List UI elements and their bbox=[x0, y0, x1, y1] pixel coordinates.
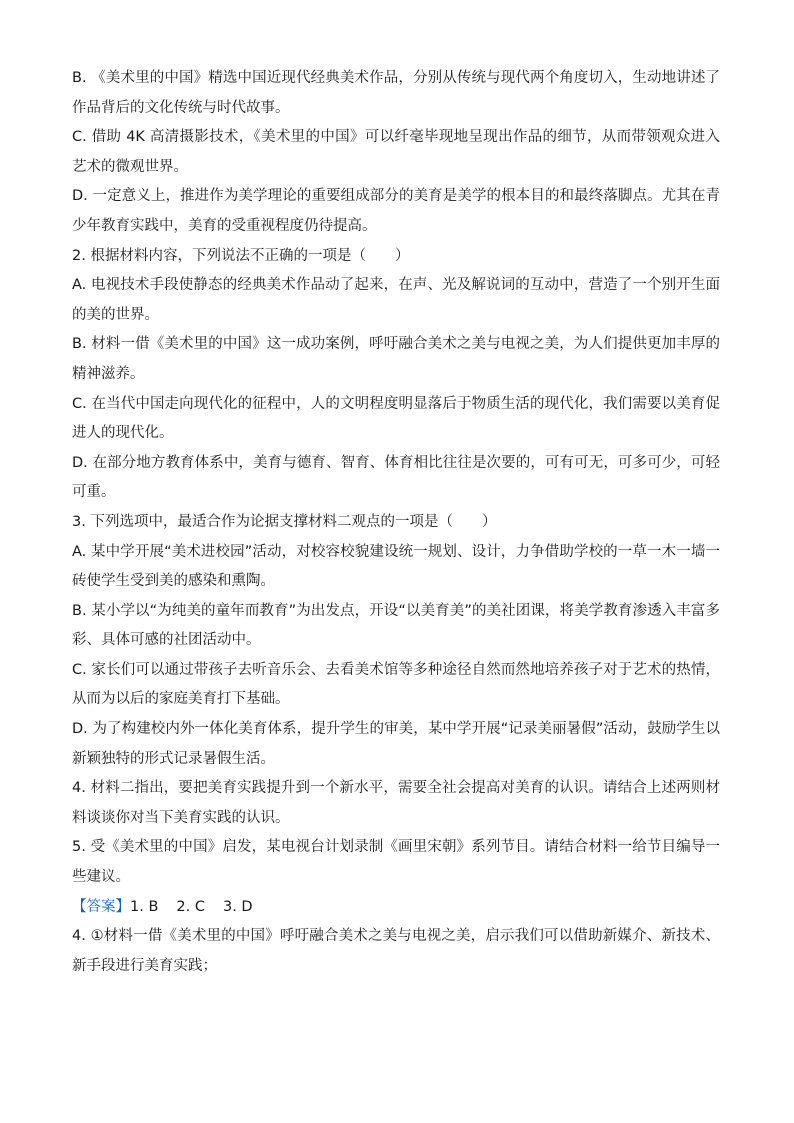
question-3: 3. 下列选项中，最适合作为论据支撑材料二观点的一项是（ ） bbox=[72, 513, 497, 530]
answer-item-3: 3. D bbox=[222, 898, 253, 915]
q3-option-d: D. 为了构建校内外一体化美育体系，提升学生的审美，某中学开展“记录美丽暑假”活动，鼓励学生以新颖独特的形式记录暑假生活。 bbox=[72, 721, 720, 767]
option-c-paragraph: C. 借助 4K 高清摄影技术，《美术里的中国》可以纤毫毕现地呈现出作品的细节，从而带领观众进入艺术的微观世界。 bbox=[72, 129, 720, 175]
q2-option-c: C. 在当代中国走向现代化的征程中，人的文明程度明显落后于物质生活的现代化，我们需要以美育促进人的现代化。 bbox=[72, 395, 720, 442]
option-d-paragraph: D. 一定意义上，推进作为美学理论的重要组成部分的美育是美学的根本目的和最终落脚点。尤其在青少年教育实践中，美育的受重视程度仍待提高。 bbox=[72, 188, 720, 234]
q3-option-b: B. 某小学以“为纯美的童年而教育”为出发点，开设“以美育美”的美社团课，将美学教育渗透入丰富多彩、具体可感的社团活动中。 bbox=[72, 602, 720, 649]
document-body bbox=[72, 64, 720, 981]
q2-option-a: A. 电视技术手段使静态的经典美术作品动了起来，在声、光及解说词的互动中，营造了一个别开生面的美的世界。 bbox=[72, 277, 720, 323]
question-5: 5. 受《美术里的中国》启发，某电视台计划录制《画里宋朝》系列节目。请结合材料一给节目编导一些建议。 bbox=[72, 839, 720, 886]
question-2: 2. 根据材料内容，下列说法不正确的一项是（ ） bbox=[72, 247, 410, 264]
question-4: 4. 材料二指出，要把美育实践提升到一个新水平，需要全社会提高对美育的认识。请结合上述两则材料谈谈你对当下美育实践的认识。 bbox=[72, 780, 720, 826]
answer-4-paragraph: 4. ①材料一借《美术里的中国》呼吁融合美术之美与电视之美，启示我们可以借助新媒介、新技术、新手段进行美育实践； bbox=[72, 928, 720, 974]
answer-line bbox=[72, 893, 720, 923]
option-b-paragraph: B. 《美术里的中国》精选中国近现代经典美术作品，分别从传统与现代两个角度切入，生动地讲述了作品背后的文化传统与时代故事。 bbox=[72, 70, 720, 116]
answer-tag: 【答案】 bbox=[72, 898, 130, 915]
q2-option-b: B. 材料一借《美术里的中国》这一成功案例，呼吁融合美术之美与电视之美，为人们提供更加丰厚的精神滋养。 bbox=[72, 336, 720, 382]
answer-item-1: 1. B bbox=[130, 898, 159, 915]
q3-option-c: C. 家长们可以通过带孩子去听音乐会、去看美术馆等多种途径自然而然地培养孩子对于艺术的热情，从而为以后的家庭美育打下基础。 bbox=[72, 661, 720, 708]
q3-option-a: A. 某中学开展“美术进校园”活动，对校容校貌建设统一规划、设计，力争借助学校的一草一木一墙一砖使学生受到美的感染和熏陶。 bbox=[72, 543, 720, 590]
answer-item-2: 2. C bbox=[176, 898, 205, 915]
q2-option-d: D. 在部分地方教育体系中，美育与德育、智育、体育相比往往是次要的，可有可无，可多可少，可轻可重。 bbox=[72, 454, 720, 501]
